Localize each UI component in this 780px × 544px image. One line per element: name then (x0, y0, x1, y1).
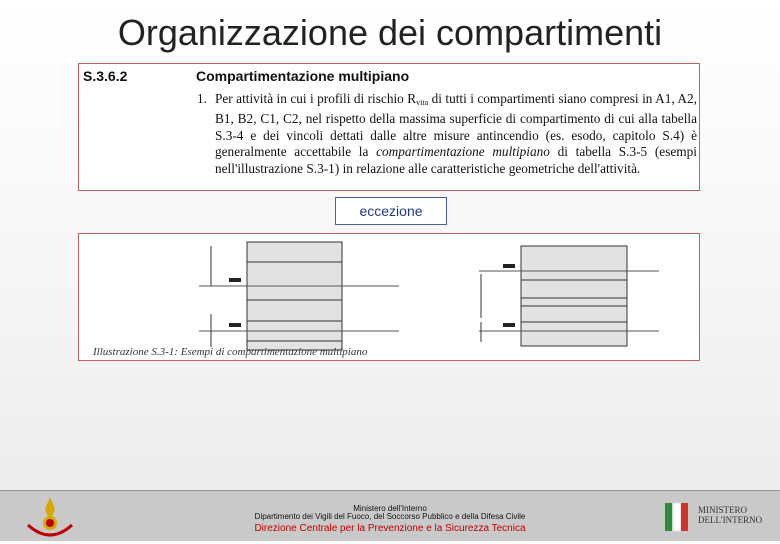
ministero-logo-text: MINISTERO DELL'INTERNO (698, 505, 763, 525)
footer-ministry: Ministero dell'Interno (353, 504, 427, 513)
compartment-diagrams (79, 234, 699, 360)
footer-directorate: Direzione Centrale per la Prevenzione e la Sicurezza Tecnica (254, 523, 526, 534)
item-number: 1. (197, 91, 207, 106)
section-paragraph (197, 91, 697, 177)
figure-caption: Illustrazione S.3-1: Esempi di compartimentazione multipiano (93, 346, 368, 358)
text: di tutti i compartimenti siano compresi in A1, A2, B1, B2, C1, C2, nel rispetto della massima superficie di compartimento di cui alla tabella S.3-4 e dei vincoli dettati dalle altre misure antincendio (es. esodo, capitolo S.4) è generalmente accettabile la (215, 91, 697, 160)
subscript: vita (416, 98, 429, 107)
footer-department: Dipartimento dei Vigili del Fuoco, del Soccorso Pubblico e della Difesa Civile (254, 512, 526, 521)
text: di tabella S.3-5 (esempi nell'illustrazione S.3-1) in relazione alle caratteristiche geometriche dell'attività. (215, 144, 697, 176)
exception-label: eccezione (335, 197, 447, 225)
text: Per attività in cui i profili di rischio R (215, 91, 417, 106)
italic-term: compartimentazione multipiano (376, 144, 550, 160)
regulation-excerpt (78, 63, 700, 191)
section-number: S.3.6.2 (83, 68, 128, 84)
footer (0, 490, 780, 541)
illustration (78, 233, 700, 361)
section-heading: Compartimentazione multipiano (196, 68, 410, 84)
ministero-interno-logo (663, 501, 773, 533)
slide-title: Organizzazione dei compartimenti (117, 12, 663, 53)
